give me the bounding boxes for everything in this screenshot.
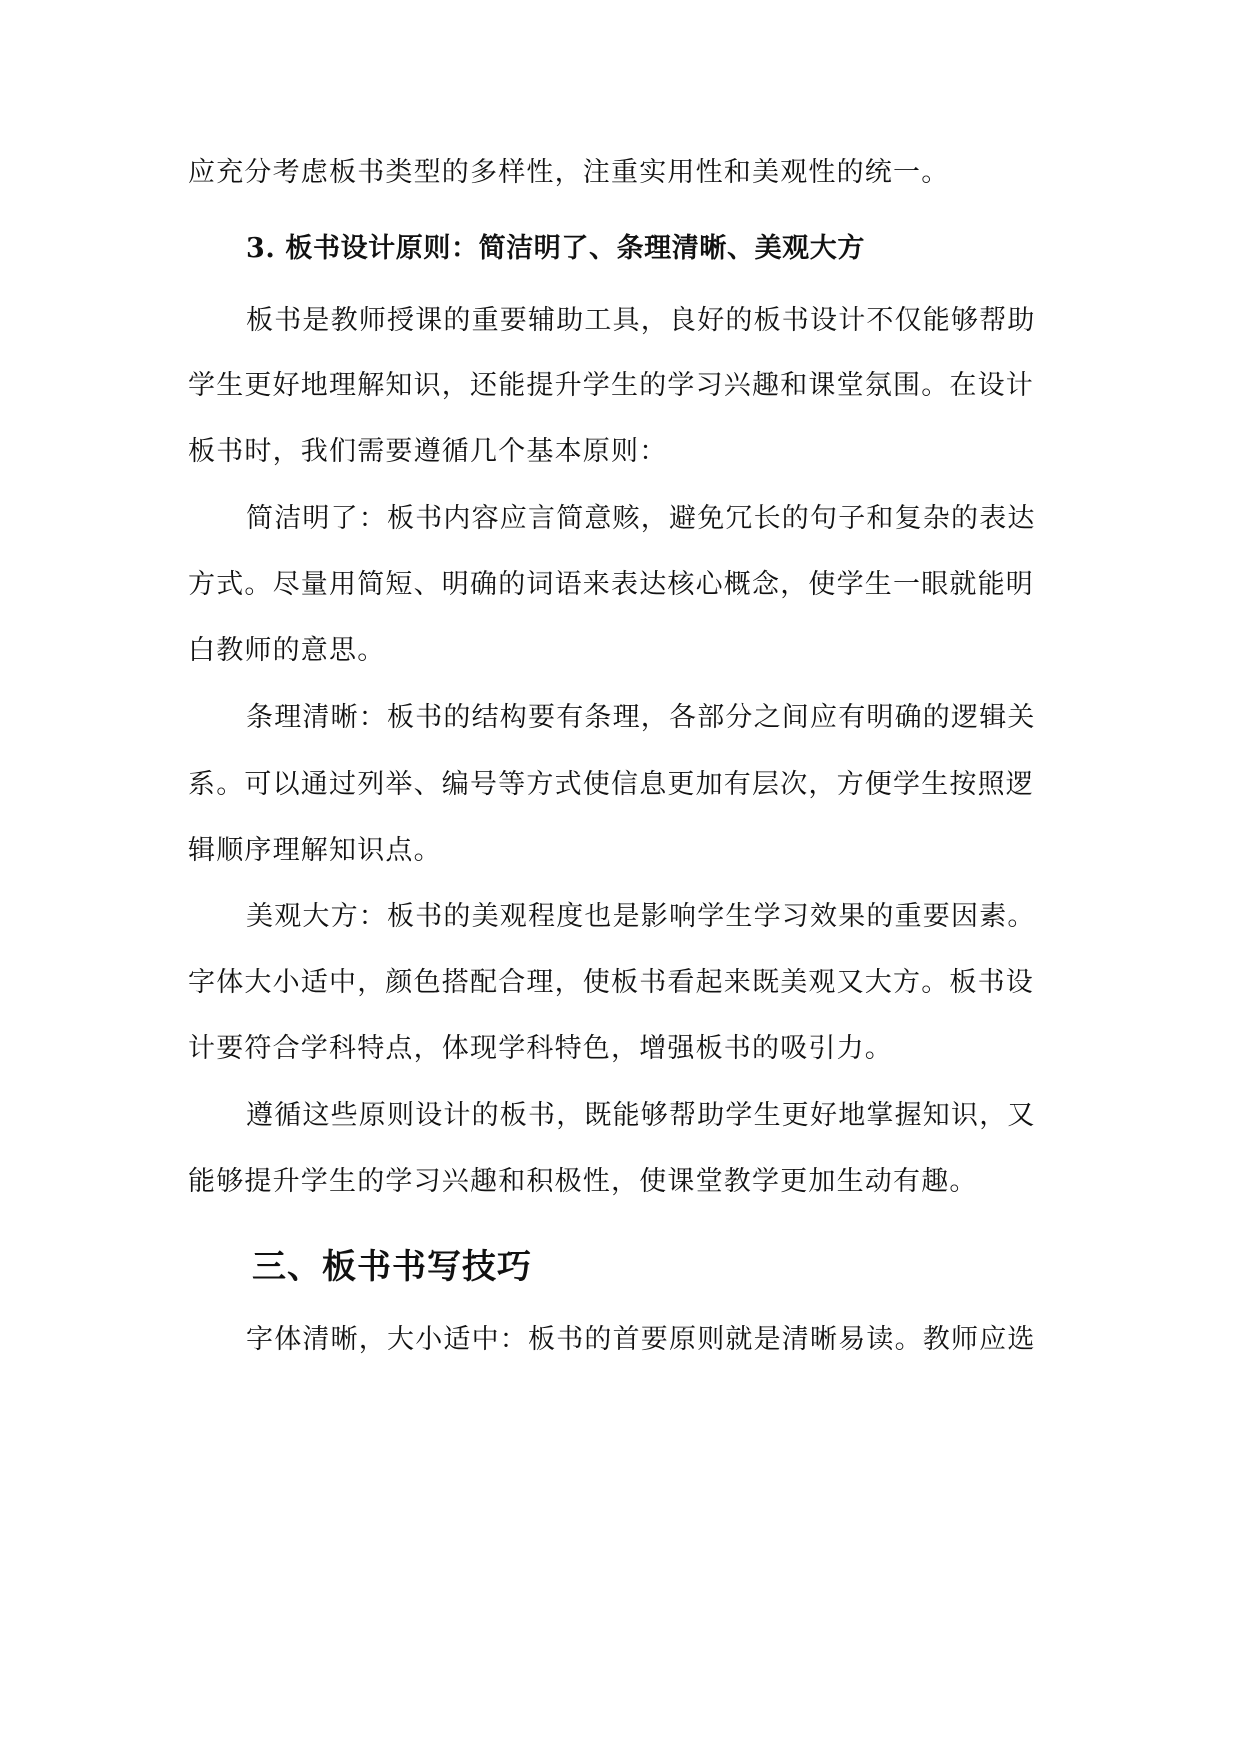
paragraph-line: 能够提升学生的学习兴趣和积极性，使课堂教学更加生动有趣。	[188, 1166, 978, 1197]
paragraph-line: 遵循这些原则设计的板书，既能够帮助学生更好地掌握知识，又	[246, 1100, 1036, 1131]
paragraph-line: 美观大方：板书的美观程度也是影响学生学习效果的重要因素。	[246, 901, 1036, 932]
paragraph-line: 学生更好地理解知识，还能提升学生的学习兴趣和课堂氛围。在设计	[188, 370, 1034, 401]
paragraph-line: 条理清晰：板书的结构要有条理，各部分之间应有明确的逻辑关	[246, 702, 1036, 733]
paragraph-line: 应充分考虑板书类型的多样性，注重实用性和美观性的统一。	[188, 157, 950, 188]
paragraph-line: 辑顺序理解知识点。	[188, 835, 442, 866]
paragraph-line: 板书是教师授课的重要辅助工具，良好的板书设计不仅能够帮助	[246, 305, 1036, 336]
section-heading-3: 3. 板书设计原则：简洁明了、条理清晰、美观大方	[246, 233, 865, 264]
paragraph-line: 系。可以通过列举、编号等方式使信息更加有层次，方便学生按照逻	[188, 769, 1034, 800]
paragraph-line: 字体清晰，大小适中：板书的首要原则就是清晰易读。教师应选	[246, 1324, 1036, 1355]
paragraph-line: 方式。尽量用简短、明确的词语来表达核心概念，使学生一眼就能明	[188, 569, 1034, 600]
paragraph-line: 板书时，我们需要遵循几个基本原则：	[188, 436, 668, 467]
paragraph-line: 计要符合学科特点，体现学科特色，增强板书的吸引力。	[188, 1033, 893, 1064]
paragraph-line: 字体大小适中，颜色搭配合理，使板书看起来既美观又大方。板书设	[188, 967, 1034, 998]
paragraph-line: 简洁明了：板书内容应言简意赅，避免冗长的句子和复杂的表达	[246, 503, 1036, 534]
paragraph-line: 白教师的意思。	[188, 635, 386, 666]
section-heading-three: 三、板书书写技巧	[252, 1247, 532, 1287]
